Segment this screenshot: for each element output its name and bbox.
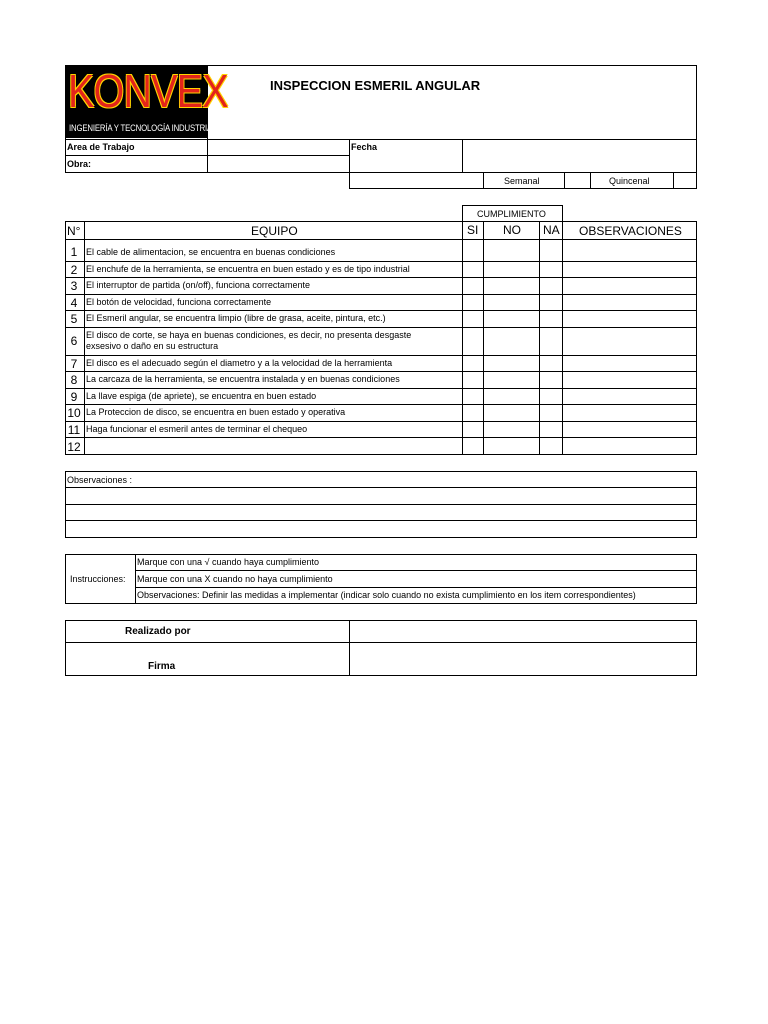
firma-label: Firma [148,661,176,672]
instr-line [135,587,697,588]
realizado-por-field[interactable] [350,621,696,642]
instr-line [135,570,697,571]
row-item-text-line2: exsesivo o daño en su estructura [86,341,219,351]
row-line [65,277,697,278]
row-line [65,404,697,405]
row-number: 4 [70,296,78,310]
periodicity-divider-1 [483,172,484,189]
quincenal-checkbox[interactable] [674,173,696,188]
area-field[interactable] [207,139,350,156]
col-header-na: NA [543,223,560,237]
row-line [65,261,697,262]
row-item-text: La llave espiga (de apriete), se encuentra en buen estado [86,391,317,401]
row-line [65,437,697,438]
row-item-text: El Esmeril angular, se encuentra limpio (libre de grasa, aceite, pintura, etc.) [86,313,386,323]
table-header-line [65,239,697,240]
instruccion-2: Marque con una X cuando no haya cumplimiento [137,574,333,584]
row-line [65,355,697,356]
col-header-observaciones: OBSERVACIONES [579,224,682,238]
fecha-field[interactable] [462,139,697,173]
observaciones-label: Observaciones : [67,475,133,485]
row-number: 8 [70,373,78,387]
row-number: 3 [70,279,78,293]
instr-divider [135,554,136,604]
semanal-label: Semanal [504,176,540,186]
row-number: 9 [70,390,78,404]
row-number: 6 [70,334,78,348]
quincenal-label: Quincenal [609,176,650,186]
instruccion-1: Marque con una √ cuando haya cumplimiento [137,557,320,567]
row-number: 1 [70,245,78,259]
area-label: Area de Trabajo [67,142,135,152]
row-item-text: El enchufe de la herramienta, se encuentra en buen estado y es de tipo industrial [86,264,410,274]
observaciones-field[interactable] [66,488,696,537]
semanal-checkbox[interactable] [565,173,590,188]
row-line [65,371,697,372]
row-item-text: El botón de velocidad, funciona correctamente [86,297,272,307]
col-header-equipo: EQUIPO [251,224,298,238]
row-item-text: La Proteccion de disco, se encuentra en buen estado y operativa [86,407,346,417]
row-line [65,294,697,295]
col-line-si [462,221,463,455]
row-item-text: El disco es el adecuado según el diametro y a la velocidad de la herramienta [86,358,393,368]
row-number: 11 [67,423,81,437]
col-line-num [84,221,85,455]
realizado-por-label: Realizado por [125,626,191,637]
col-line-na [539,221,540,455]
col-line-obs [562,221,563,455]
periodicity-divider-3 [590,172,591,189]
page-title: INSPECCION ESMERIL ANGULAR [270,78,481,93]
row-line [65,327,697,328]
row-number: 10 [67,406,81,420]
row-item-text: El cable de alimentacion, se encuentra en buenas condiciones [86,247,336,257]
cumplimiento-label: CUMPLIMIENTO [477,209,546,219]
row-number: 5 [70,312,78,326]
firma-field[interactable] [350,643,696,675]
row-number: 12 [67,440,81,454]
row-number: 2 [70,263,78,277]
konvex-logo [66,65,228,138]
obra-field[interactable] [207,155,350,173]
row-item-text: El interruptor de partida (on/off), funciona correctamente [86,280,310,290]
col-header-no: NO [503,223,521,237]
obra-label: Obra: [67,159,92,169]
logo-wordmark: KONVEX [68,65,228,117]
col-header-si: SI [467,223,479,237]
row-line [65,421,697,422]
row-number: 7 [70,357,78,371]
row-line [65,388,697,389]
col-header-num: N° [67,224,81,238]
row-line [65,310,697,311]
col-line-no [483,221,484,455]
instrucciones-label: Instrucciones: [70,574,126,584]
fecha-label: Fecha [351,142,378,152]
instruccion-3: Observaciones: Definir las medidas a implementar (indicar solo cuando no exista cumplimiento en los item correspondientes) [137,590,636,600]
logo-tagline: INGENIERÍA Y TECNOLOGÍA INDUSTRIAL [69,123,217,134]
row-item-text: El disco de corte, se haya en buenas condiciones, es decir, no presenta desgaste [86,330,412,340]
row-item-text: Haga funcionar el esmeril antes de terminar el chequeo [86,424,308,434]
row-item-text: La carcaza de la herramienta, se encuentra instalada y en buenas condiciones [86,374,400,384]
